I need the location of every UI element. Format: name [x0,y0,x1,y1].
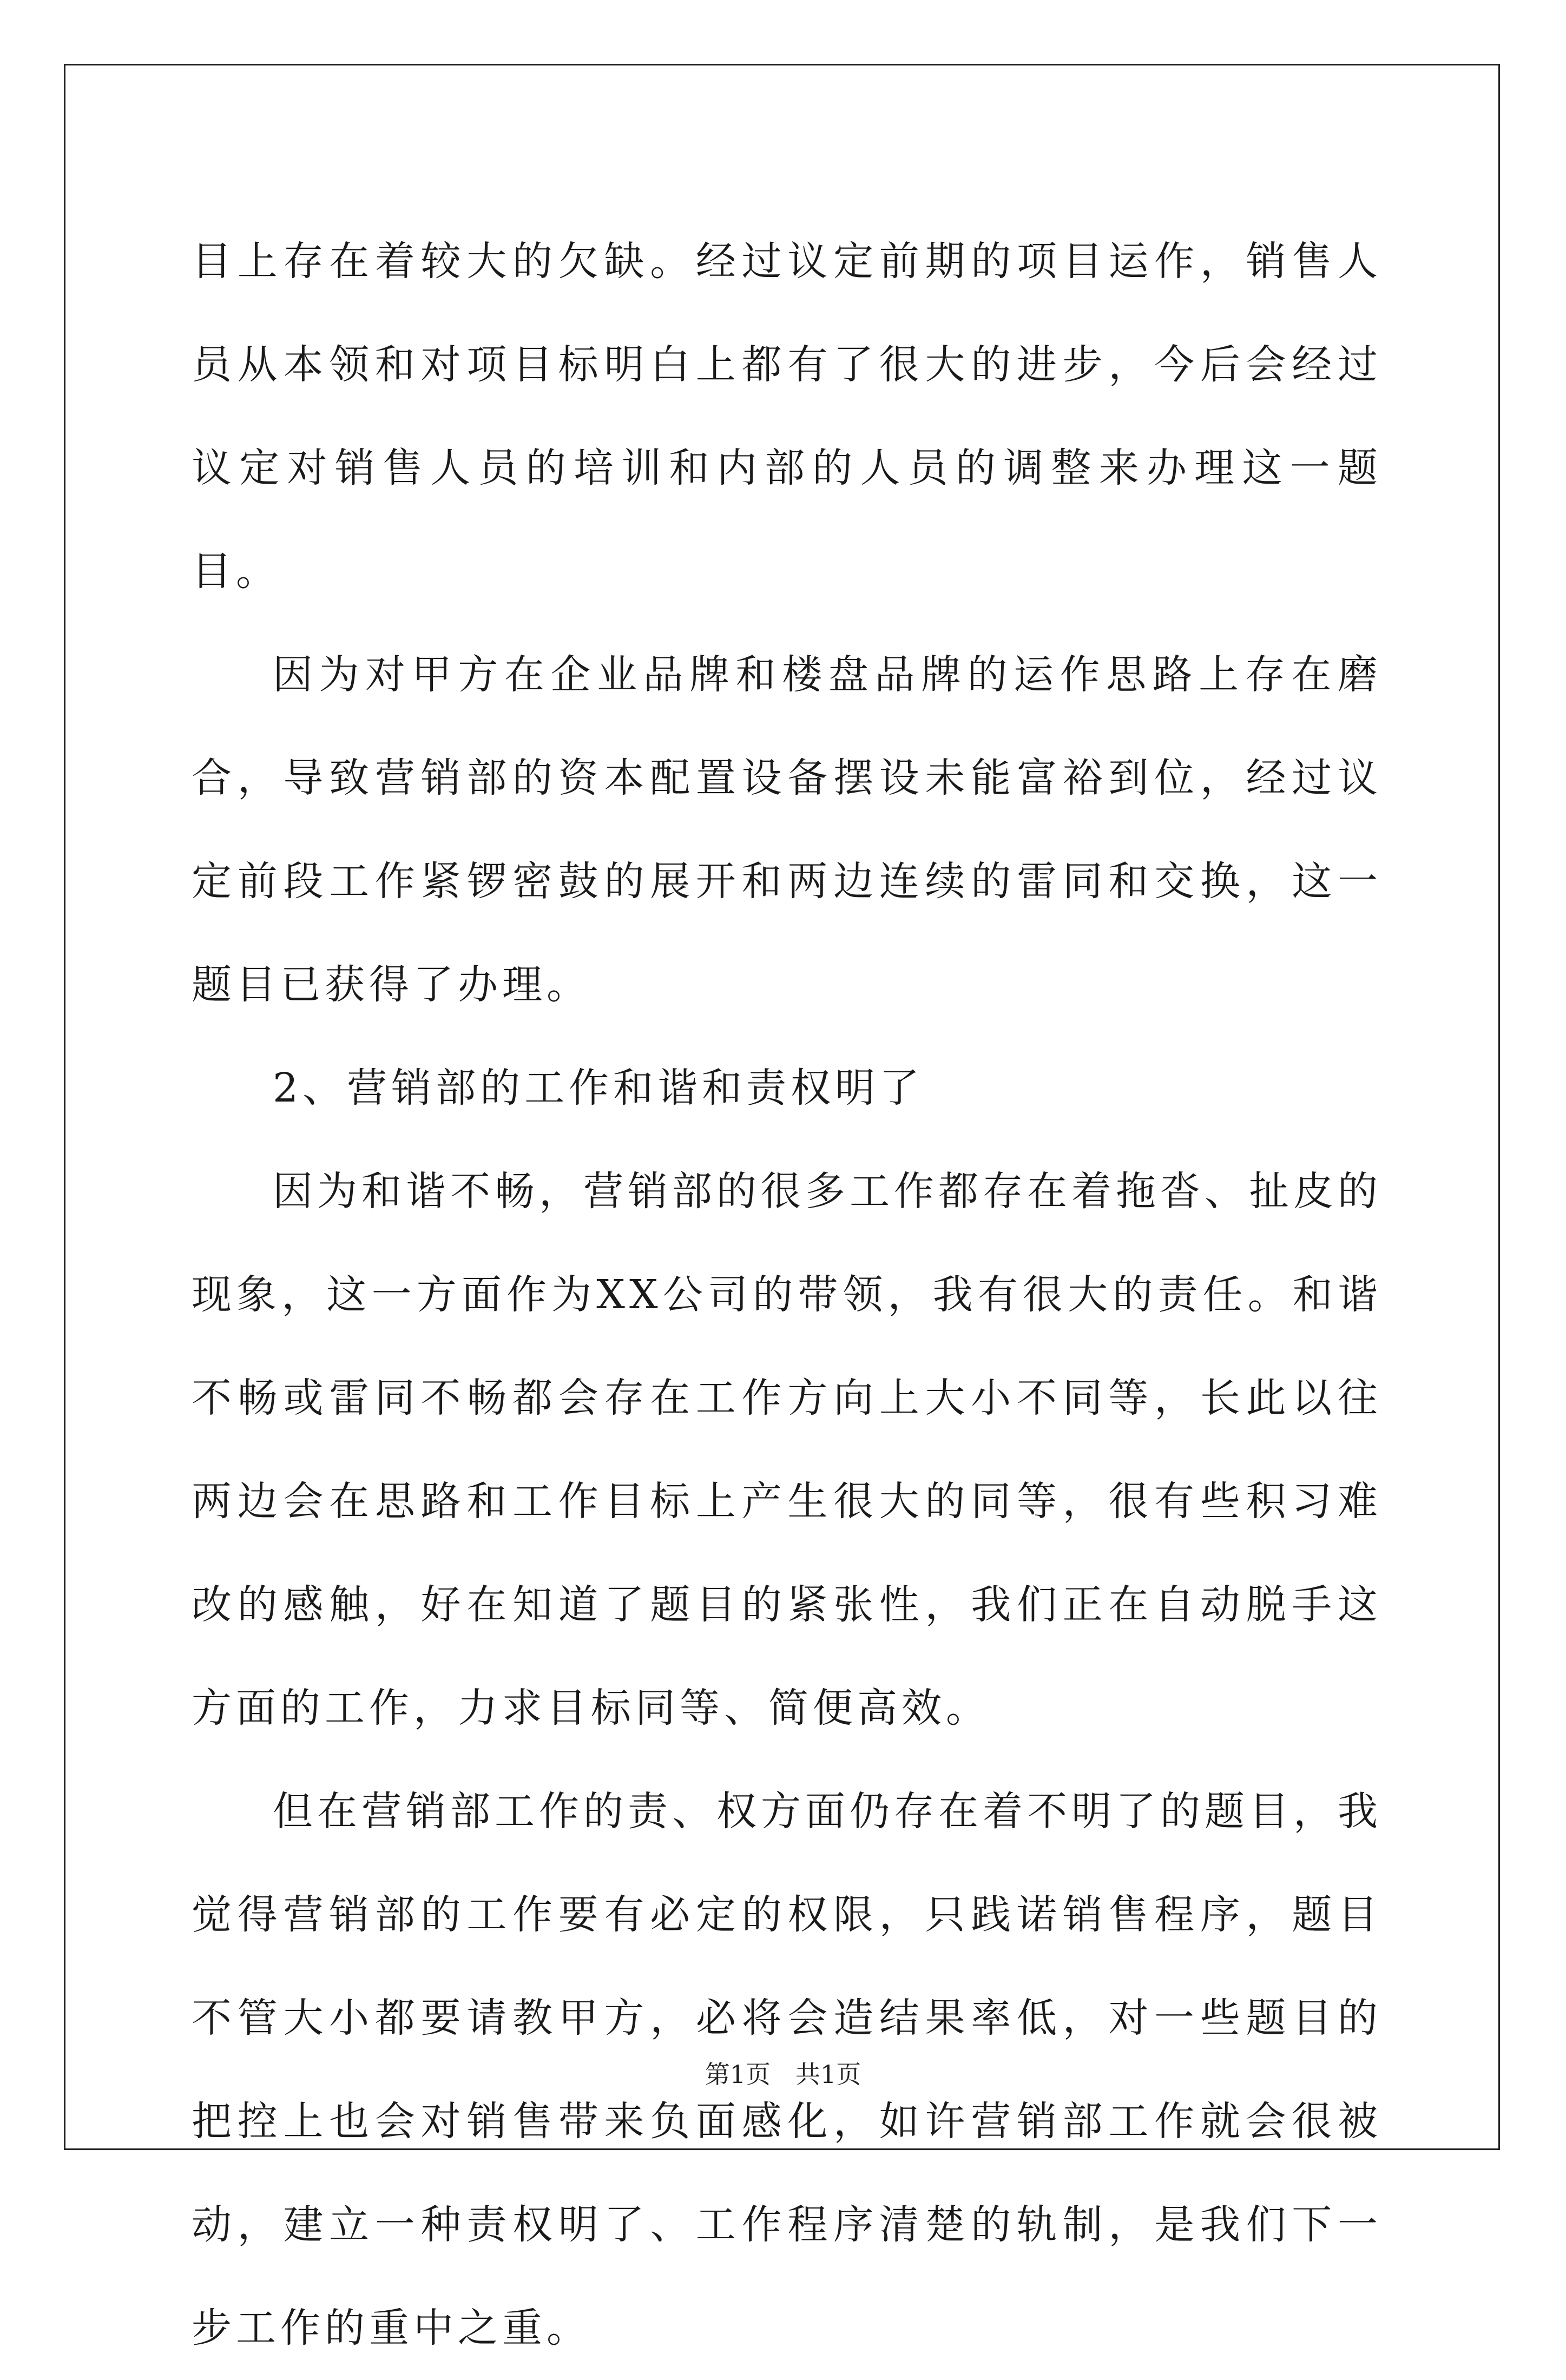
paragraph-4: 但在营销部工作的责、权方面仍存在着不明了的题目，我觉得营销部的工作要有必定的权限，只践诺销售程序，题目不管大小都要请教甲方，必将会造结果率低，对一些题目的把控上也会对销售带来负面感化，如许营销部工作就会很被动，建立一种责权明了、工作程序清楚的轨制，是我们下一步工作的重中之重。 [192,1788,1382,2351]
section-heading: 2、营销部的工作和谐和责权明了 [273,1065,924,1111]
paragraph-1: 目上存在着较大的欠缺。经过议定前期的项目运作，销售人员从本领和对项目标明白上都有了很大的进步，今后会经过议定对销售人员的培训和内部的人员的调整来办理这一题目。 [192,238,1382,595]
page-number: 第1页 共1页 [705,2060,861,2089]
paragraph-2: 因为对甲方在企业品牌和楼盘品牌的运作思路上存在磨合，导致营销部的资本配置设备摆设未能富裕到位，经过议定前段工作紧锣密鼓的展开和两边连续的雷同和交换，这一题目已获得了办理。 [192,651,1382,1008]
page-footer [0,2055,1566,2091]
paragraph-3: 因为和谐不畅，营销部的很多工作都存在着拖沓、扯皮的现象，这一方面作为XX公司的带领，我有很大的责任。和谐不畅或雷同不畅都会存在工作方向上大小不同等，长此以往两边会在思路和工作目标上产生很大的同等，很有些积习难改的感触，好在知道了题目的紧张性，我们正在自动脱手这方面的工作，力求目标同等、简便高效。 [192,1168,1382,1731]
